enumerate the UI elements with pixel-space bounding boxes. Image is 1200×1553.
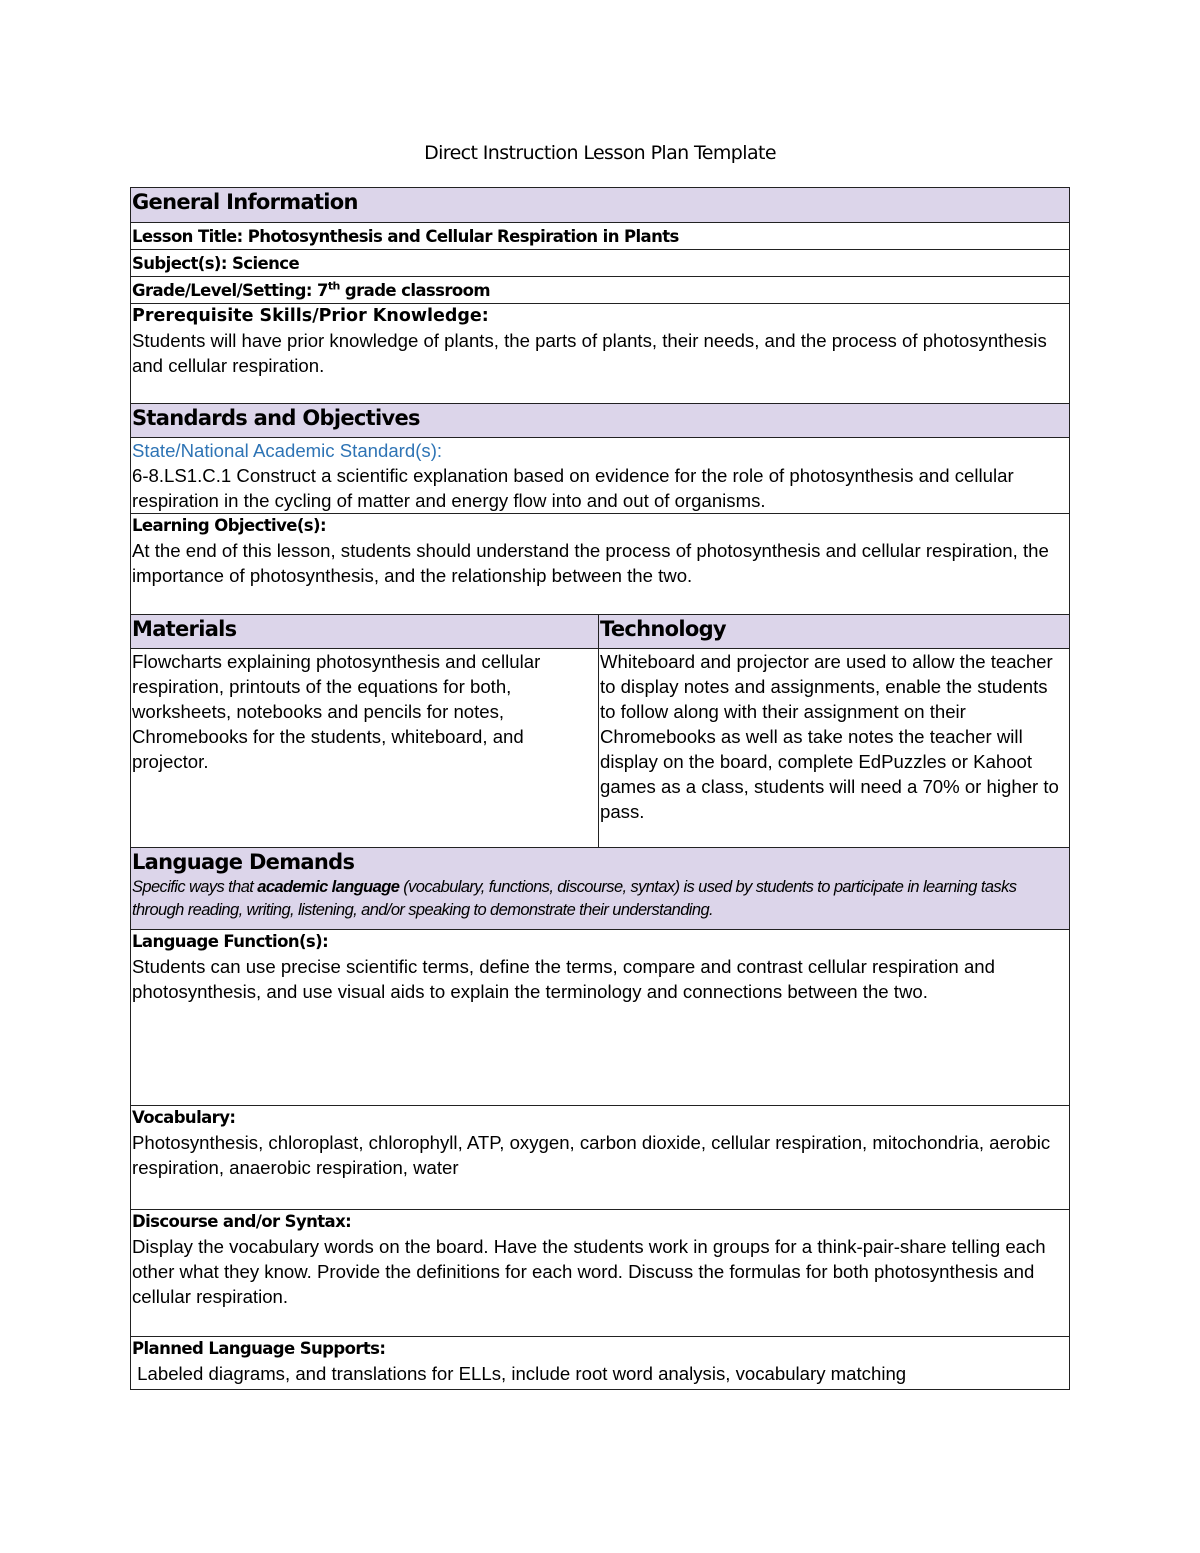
lesson-plan-table — [130, 187, 1070, 1390]
section-heading: Standards and Objectives — [132, 406, 420, 430]
discourse-text: Display the vocabulary words on the board. Have the students work in groups for a think-pair-share telling each other what they know. Provide the definitions for each word. Discuss the formulas for both photosynthesis and cellular respiration. — [132, 1236, 1046, 1307]
supports-row — [131, 1337, 1070, 1390]
prereq-label: Prerequisite Skills/Prior Knowledge: — [132, 306, 489, 326]
discourse-cell — [131, 1210, 1070, 1337]
subjects-cell — [131, 250, 1070, 277]
subjects-row — [131, 250, 1070, 277]
discourse-label: Discourse and/or Syntax: — [132, 1212, 352, 1231]
functions-label: Language Function(s): — [132, 932, 329, 951]
language-note — [132, 876, 1068, 922]
document-title: Direct Instruction Lesson Plan Template — [424, 142, 776, 164]
standard-text: 6-8.LS1.C.1 Construct a scientific explanation based on evidence for the role of photosynthesis and cellular respiration in the cycling of matter and energy flow into and out of organisms. — [132, 465, 1014, 511]
materials-technology-header-row — [131, 615, 1070, 649]
vocab-text: Photosynthesis, chloroplast, chlorophyll, ATP, oxygen, carbon dioxide, cellular respiration, mitochondria, aerobic respiration, anaerobic respiration, water — [132, 1132, 1051, 1178]
section-heading: General Information — [132, 190, 358, 214]
technology-header — [599, 615, 1070, 649]
technology-cell — [599, 649, 1070, 848]
vocab-row — [131, 1106, 1070, 1210]
vocab-label: Vocabulary: — [132, 1108, 236, 1127]
grade-cell — [131, 277, 1070, 304]
supports-cell — [131, 1337, 1070, 1390]
technology-heading: Technology — [600, 617, 726, 641]
grade-row — [131, 277, 1070, 304]
materials-text: Flowcharts explaining photosynthesis and cellular respiration, printouts of the equations for both, worksheets, notebooks and pencils for notes, Chromebooks for the students, whiteboard, and projector. — [132, 651, 541, 772]
grade-prefix: Grade/Level/Setting: 7 — [132, 281, 328, 300]
materials-header — [131, 615, 599, 649]
note-before: Specific ways that — [132, 878, 258, 896]
technology-text: Whiteboard and projector are used to allow the teacher to display notes and assignments, enable the students to follow along with their assignment on their Chromebooks as well as take notes the teacher will display on the board, complete EdPuzzles or Kahoot games as a class, students will need a 70% or higher to pass. — [600, 651, 1059, 822]
language-header-row — [131, 848, 1070, 930]
functions-row — [131, 930, 1070, 1106]
supports-text: Labeled diagrams, and translations for ELLs, include root word analysis, vocabulary matching — [132, 1363, 907, 1384]
objective-label: Learning Objective(s): — [132, 516, 326, 535]
grade-superscript: th — [327, 279, 340, 293]
grade-suffix: grade classroom — [339, 281, 490, 300]
note-bold: academic language — [257, 878, 400, 896]
standard-label: State/National Academic Standard(s): — [132, 440, 443, 461]
objective-text: At the end of this lesson, students should understand the process of photosynthesis and cellular respiration, the importance of photosynthesis, and the relationship between the two. — [132, 540, 1049, 586]
vocab-cell — [131, 1106, 1070, 1210]
standard-cell — [131, 438, 1070, 514]
note-after: (vocabulary, functions, discourse, syntax) is used by students to participate in learning tasks through reading, writing, listening, and/or speaking to demonstrate their understanding. — [132, 878, 1017, 919]
general-information-header-row — [131, 188, 1070, 223]
standard-row — [131, 438, 1070, 514]
lesson-title-cell — [131, 223, 1070, 250]
discourse-row — [131, 1210, 1070, 1337]
language-header — [131, 848, 1070, 930]
functions-text: Students can use precise scientific terms, define the terms, compare and contrast cellular respiration and photosynthesis, and use visual aids to explain the terminology and connections between the two. — [132, 956, 995, 1002]
prereq-row — [131, 304, 1070, 404]
prereq-text: Students will have prior knowledge of plants, the parts of plants, their needs, and the process of photosynthesis and cellular respiration. — [132, 330, 1047, 376]
functions-cell — [131, 930, 1070, 1106]
section-heading: Language Demands — [132, 850, 355, 874]
objective-cell — [131, 514, 1070, 615]
prereq-cell — [131, 304, 1070, 404]
lesson-title: Lesson Title: Photosynthesis and Cellular Respiration in Plants — [132, 227, 679, 246]
lesson-title-row — [131, 223, 1070, 250]
materials-technology-body-row — [131, 649, 1070, 848]
objective-row — [131, 514, 1070, 615]
grade-level-setting — [132, 281, 490, 300]
standards-header-row — [131, 404, 1070, 438]
materials-cell — [131, 649, 599, 848]
materials-heading: Materials — [132, 617, 237, 641]
subjects: Subject(s): Science — [132, 254, 300, 273]
supports-label: Planned Language Supports: — [132, 1339, 386, 1358]
standards-header — [131, 404, 1070, 438]
general-information-header — [131, 188, 1070, 223]
